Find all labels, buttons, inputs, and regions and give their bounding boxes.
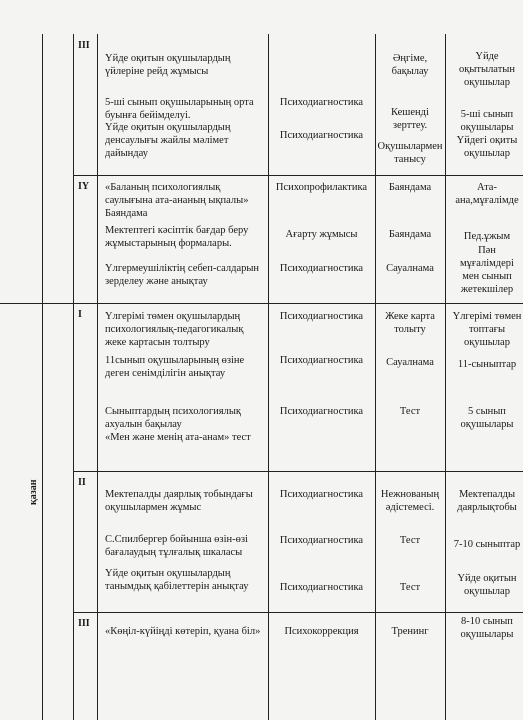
event-text: буынға бейімделуі. bbox=[105, 110, 191, 121]
target-text: Үйде bbox=[475, 51, 499, 62]
target-text: Үйдегі оқиты bbox=[456, 135, 518, 146]
event-text: деген сенімділігін анықтау bbox=[105, 368, 226, 379]
event-text: зерделеу және анықтау bbox=[105, 276, 208, 287]
target-text: оқушылар bbox=[464, 586, 510, 597]
column-divider bbox=[375, 34, 376, 720]
event-text: бағалаудың тұлғалық шкаласы bbox=[105, 547, 243, 558]
event-text: Мектептегі кәсіптік бағдар беру bbox=[105, 225, 249, 236]
form-text: Тест bbox=[399, 406, 421, 417]
form-text: Тест bbox=[399, 535, 421, 546]
direction-text: Психодиагностика bbox=[279, 130, 364, 141]
form-text: Нежнованың bbox=[380, 489, 440, 500]
target-text: Үлгерімі төмен bbox=[452, 311, 522, 322]
target-text: даярлықтобы bbox=[457, 502, 517, 513]
event-text: Сыныптардың психологиялық bbox=[105, 406, 241, 417]
target-text: оқушылары bbox=[460, 419, 514, 430]
row-divider bbox=[73, 612, 523, 613]
event-text: «Көңіл-күйіңді көтеріп, қуана біл» bbox=[105, 626, 261, 637]
direction-text: Психодиагностика bbox=[279, 406, 364, 417]
event-text: Мектепалды даярлық тобындағы bbox=[105, 489, 253, 500]
event-text: ахуалын бақылау bbox=[105, 419, 182, 430]
target-text: ана,мұғалімде bbox=[455, 195, 519, 206]
event-text: 11сынып оқушыларының өзіне bbox=[105, 355, 245, 366]
target-text: 5 сынып bbox=[468, 406, 506, 417]
form-text: Баяндама bbox=[388, 182, 432, 193]
form-text: зерттеу. bbox=[392, 120, 428, 131]
column-divider bbox=[445, 34, 446, 720]
form-text: Оқушылармен bbox=[377, 141, 443, 152]
event-text: жеке картасын толтыру bbox=[105, 337, 210, 348]
target-text: Үйде оқитын bbox=[457, 573, 517, 584]
target-text: жетекшілер bbox=[460, 284, 514, 295]
form-text: Тест bbox=[399, 582, 421, 593]
form-text: Кешенді bbox=[391, 107, 429, 118]
direction-text: Психодиагностика bbox=[279, 489, 364, 500]
row-divider bbox=[73, 175, 523, 176]
direction-text: Психодиагностика bbox=[279, 97, 364, 108]
form-text: Сауалнама bbox=[386, 263, 434, 274]
event-text: «Баланың психологиялық bbox=[105, 182, 221, 193]
target-text: 7-10 сыныптар bbox=[453, 539, 521, 550]
event-text: «Мен және менің ата-анам» тест bbox=[105, 432, 251, 443]
event-text: психологиялық-педагогикалық bbox=[105, 324, 244, 335]
target-text: мұғалімдері bbox=[460, 258, 514, 269]
column-divider bbox=[97, 34, 98, 720]
event-text: жұмыстарының формалары. bbox=[105, 238, 232, 249]
month-divider bbox=[0, 303, 523, 304]
event-text: танымдық қабілеттерін анықтау bbox=[105, 581, 249, 592]
month-label: қазан bbox=[28, 479, 39, 505]
form-text: Баяндама bbox=[388, 229, 432, 240]
row-number: II bbox=[78, 477, 86, 488]
target-text: мен сынып bbox=[462, 271, 512, 282]
event-text: С.Спилбергер бойынша өзін-өзі bbox=[105, 534, 248, 545]
direction-text: Психодиагностика bbox=[279, 535, 364, 546]
row-divider bbox=[73, 471, 523, 472]
target-text: оқушылар bbox=[464, 148, 510, 159]
column-divider bbox=[73, 34, 74, 720]
direction-text: Психодиагностика bbox=[279, 263, 364, 274]
event-text: 5-ші сынып оқушыларының орта bbox=[105, 97, 254, 108]
event-text: үйлеріне рейд жұмысы bbox=[105, 66, 209, 77]
form-text: Әңгіме, bbox=[392, 53, 428, 64]
event-text: Үйде оқитын оқушылардың bbox=[105, 568, 231, 579]
event-text: Үлгермеушіліктің себеп-салдарын bbox=[105, 263, 260, 274]
target-text: топтағы bbox=[468, 324, 506, 335]
target-text: оқытылатын bbox=[459, 64, 515, 75]
event-text: саулығына ата-ананың ықпалы» bbox=[105, 195, 249, 206]
target-text: 8-10 сынып bbox=[461, 616, 513, 627]
event-text: денсаулығы жайлы мәлімет bbox=[105, 135, 229, 146]
form-text: толыту bbox=[394, 324, 426, 335]
form-text: әдістемесі. bbox=[385, 502, 435, 513]
event-text: Үйде оқитын оқушылардың bbox=[105, 122, 231, 133]
target-text: оқушылары bbox=[460, 629, 514, 640]
form-text: танысу bbox=[394, 154, 426, 165]
table-border-left bbox=[42, 34, 43, 720]
direction-text: Психопрофилактика bbox=[275, 182, 368, 193]
direction-text: Психокоррекция bbox=[284, 626, 359, 637]
row-number: IY bbox=[78, 181, 90, 192]
form-text: Жеке карта bbox=[385, 311, 435, 322]
form-text: Тренинг bbox=[391, 626, 429, 637]
form-text: Сауалнама bbox=[386, 357, 434, 368]
target-text: оқушылары bbox=[460, 122, 514, 133]
row-number: III bbox=[78, 618, 90, 629]
direction-text: Психодиагностика bbox=[279, 582, 364, 593]
event-text: Үйде оқитын оқушылардың bbox=[105, 53, 231, 64]
target-text: Мектепалды bbox=[458, 489, 516, 500]
event-text: Баяндама bbox=[105, 208, 148, 219]
direction-text: Психодиагностика bbox=[279, 355, 364, 366]
event-text: дайындау bbox=[105, 148, 149, 159]
direction-text: Ағарту жұмысы bbox=[285, 229, 358, 240]
form-text: бақылау bbox=[391, 66, 429, 77]
target-text: оқушылар bbox=[464, 77, 510, 88]
target-text: 5-ші сынып bbox=[460, 109, 514, 120]
target-text: Пед.ұжым bbox=[463, 231, 511, 242]
row-number: III bbox=[78, 40, 90, 51]
target-text: оқушылар bbox=[464, 337, 510, 348]
row-number: I bbox=[78, 309, 82, 320]
event-text: Үлгерімі төмен оқушылардың bbox=[105, 311, 241, 322]
target-text: Пән bbox=[478, 245, 496, 256]
direction-text: Психодиагностика bbox=[279, 311, 364, 322]
event-text: оқушылармен жұмыс bbox=[105, 502, 202, 513]
target-text: 11-сыныптар bbox=[457, 359, 517, 370]
target-text: Ата- bbox=[477, 182, 497, 193]
